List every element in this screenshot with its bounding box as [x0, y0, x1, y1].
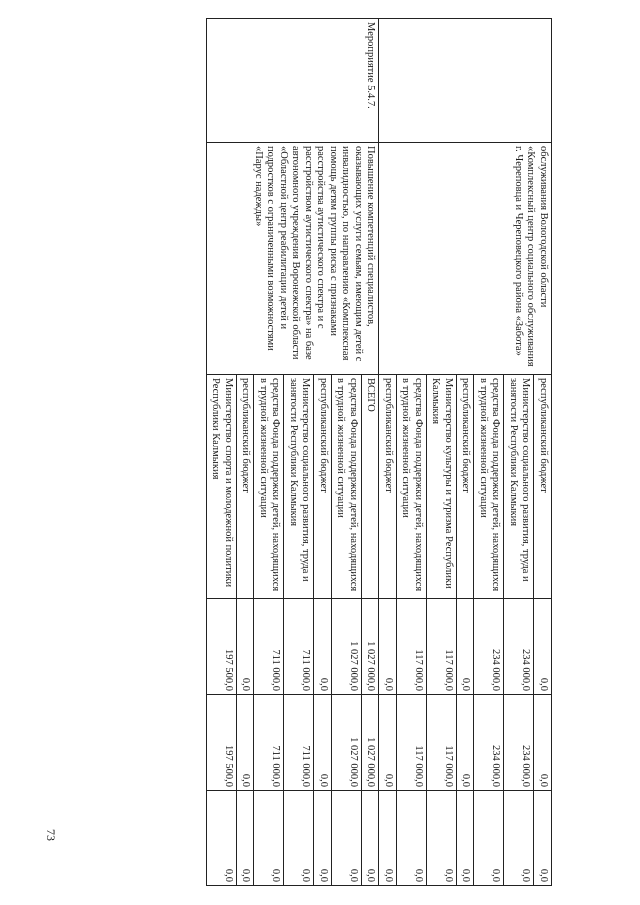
amount-cell-3: 0,0	[504, 791, 534, 886]
measure-code-cell	[379, 19, 552, 143]
funding-source-cell: средства Фонда поддержки детей, находящихся в трудной жизненной ситуации	[254, 375, 284, 599]
funding-source-cell: республиканский бюджет	[534, 375, 552, 599]
amount-cell-3: 0,0	[254, 791, 284, 886]
amount-cell-1: 234 000,0	[474, 599, 504, 695]
amount-cell-2: 1 027 000,0	[362, 695, 380, 791]
amount-cell-3: 0,0	[474, 791, 504, 886]
amount-cell-1: 711 000,0	[284, 599, 314, 695]
amount-cell-2: 0,0	[237, 695, 255, 791]
amount-cell-3: 0,0	[427, 791, 457, 886]
measure-description-cell: обслуживания Вологодской области «Комплексный центр социального обслуживания г. Череповца и Череповецкого района «Забота»	[379, 143, 552, 375]
amount-cell-3: 0,0	[284, 791, 314, 886]
amount-cell-1: 711 000,0	[254, 599, 284, 695]
amount-cell-1: 0,0	[379, 599, 397, 695]
amount-cell-1: 1 027 000,0	[332, 599, 362, 695]
amount-cell-1: 117 000,0	[397, 599, 427, 695]
amount-cell-3: 0,0	[237, 791, 255, 886]
page-number: 73	[44, 829, 58, 841]
table-body	[207, 19, 552, 886]
amount-cell-2: 0,0	[534, 695, 552, 791]
amount-cell-2: 0,0	[457, 695, 475, 791]
funding-source-cell: Министерство спорта и молодежной политики Республики Калмыкия	[207, 375, 237, 599]
funding-source-cell: республиканский бюджет	[457, 375, 475, 599]
amount-cell-2: 234 000,0	[474, 695, 504, 791]
amount-cell-3: 0,0	[207, 791, 237, 886]
rotated-table-container	[64, 18, 552, 885]
amount-cell-1: 234 000,0	[504, 599, 534, 695]
amount-cell-2: 711 000,0	[254, 695, 284, 791]
funding-source-cell: Министерство культуры и туризма Республики Калмыкия	[427, 375, 457, 599]
amount-cell-2: 1 027 000,0	[332, 695, 362, 791]
amount-cell-2: 117 000,0	[397, 695, 427, 791]
funding-source-cell: средства Фонда поддержки детей, находящихся в трудной жизненной ситуации	[474, 375, 504, 599]
funding-source-cell: Министерство социального развития, труда и занятости Республики Калмыкия	[284, 375, 314, 599]
amount-cell-3: 0,0	[457, 791, 475, 886]
amount-cell-2: 0,0	[379, 695, 397, 791]
budget-table	[206, 18, 552, 886]
funding-source-cell: средства Фонда поддержки детей, находящихся в трудной жизненной ситуации	[397, 375, 427, 599]
measure-code-cell: Мероприятие 5.4.7.	[207, 19, 380, 143]
amount-cell-1: 1 027 000,0	[362, 599, 380, 695]
amount-cell-2: 0,0	[314, 695, 332, 791]
table-row	[534, 19, 552, 886]
amount-cell-1: 0,0	[534, 599, 552, 695]
amount-cell-1: 197 500,0	[207, 599, 237, 695]
amount-cell-3: 0,0	[362, 791, 380, 886]
amount-cell-2: 117 000,0	[427, 695, 457, 791]
amount-cell-3: 0,0	[534, 791, 552, 886]
funding-source-cell: республиканский бюджет	[237, 375, 255, 599]
funding-source-cell: республиканский бюджет	[314, 375, 332, 599]
funding-source-cell: Министерство социального развития, труда и занятости Республики Калмыкия	[504, 375, 534, 599]
amount-cell-3: 0,0	[314, 791, 332, 886]
measure-description-cell: Повышение компетенций специалистов, оказывающих услуги семьям, имеющим детей с инвалидностью, по направлению «Комплексная помощь детям группы риска с признаками расстройства аутистического спектра и с расстройством аутистического спектра» на базе автономного учреждения Воронежской области «Областной центр реабилитации детей и подростков с ограниченными возможностями «Парус надежды»	[207, 143, 380, 375]
funding-source-cell: ВСЕГО	[362, 375, 380, 599]
amount-cell-2: 711 000,0	[284, 695, 314, 791]
amount-cell-3: 0,0	[379, 791, 397, 886]
amount-cell-3: 0,0	[332, 791, 362, 886]
funding-source-cell: республиканский бюджет	[379, 375, 397, 599]
funding-source-cell: средства Фонда поддержки детей, находящихся в трудной жизненной ситуации	[332, 375, 362, 599]
amount-cell-1: 0,0	[457, 599, 475, 695]
amount-cell-3: 0,0	[397, 791, 427, 886]
amount-cell-2: 197 500,0	[207, 695, 237, 791]
amount-cell-1: 117 000,0	[427, 599, 457, 695]
amount-cell-2: 234 000,0	[504, 695, 534, 791]
amount-cell-1: 0,0	[237, 599, 255, 695]
amount-cell-1: 0,0	[314, 599, 332, 695]
table-row	[362, 19, 380, 886]
